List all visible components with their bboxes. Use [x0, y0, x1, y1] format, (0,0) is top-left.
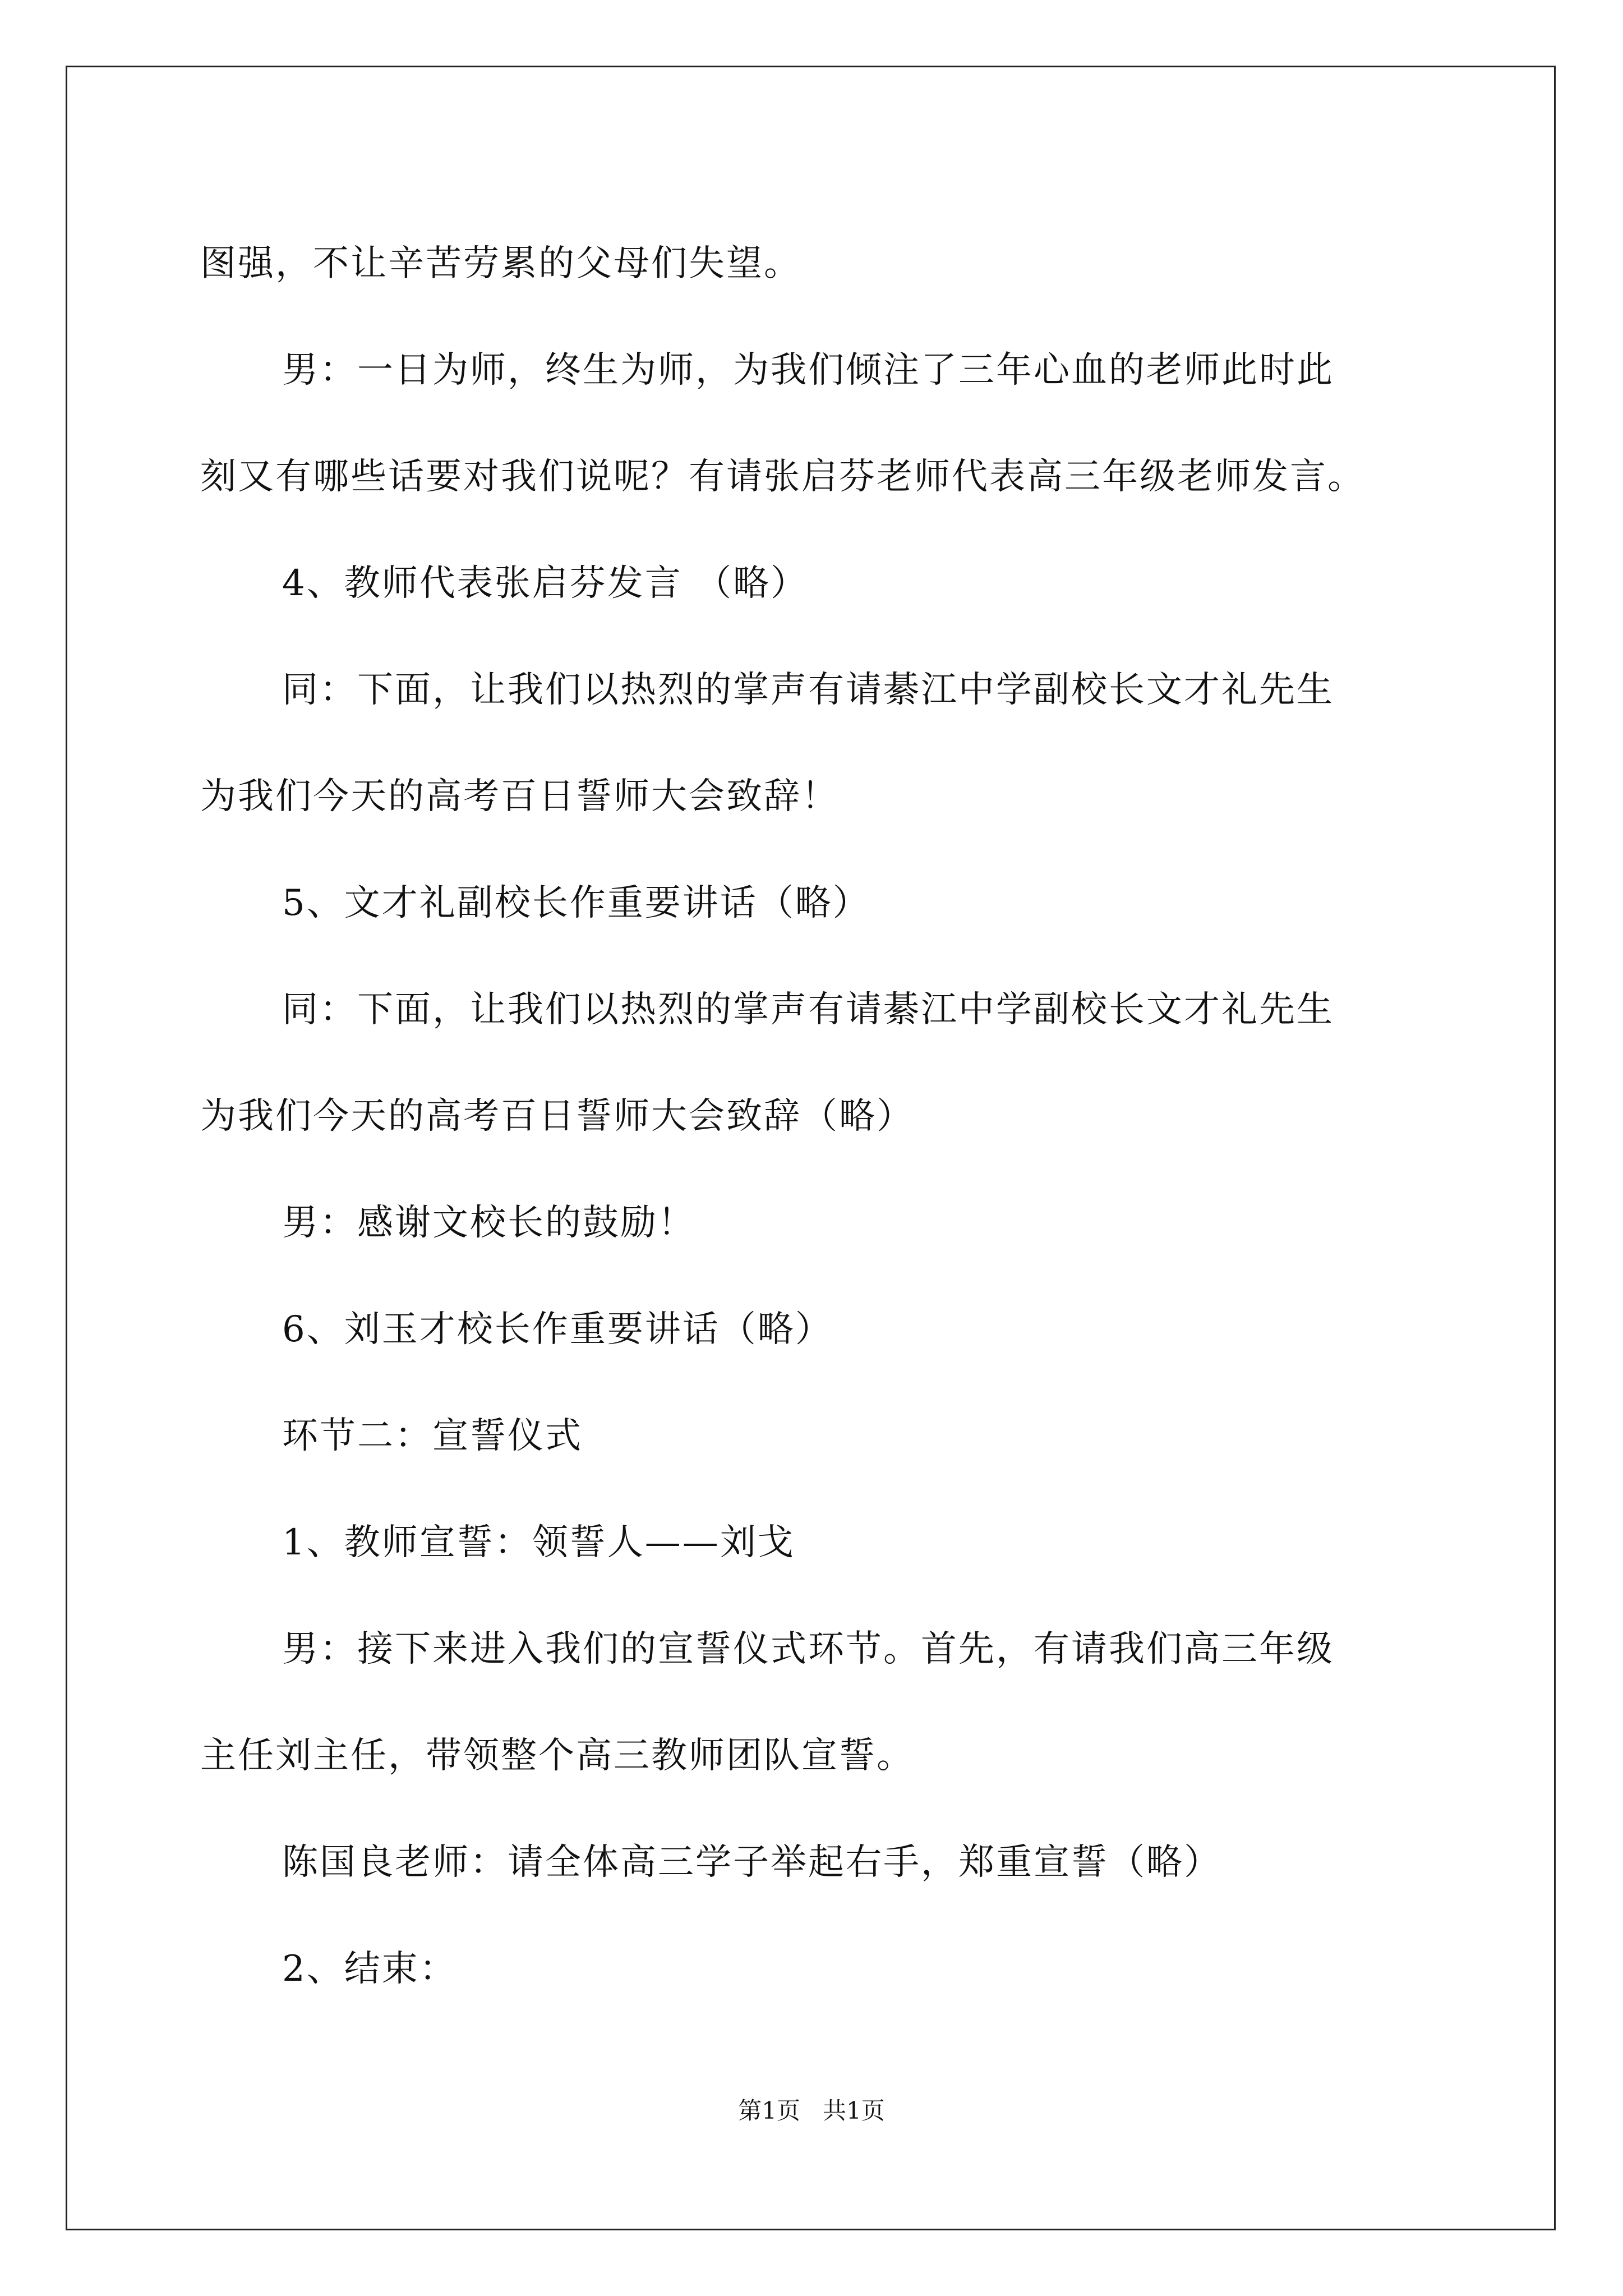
paragraph: 男：感谢文校长的鼓励！: [282, 1202, 695, 1244]
paragraph: 同：下面，让我们以热烈的掌声有请綦江中学副校长文才礼先生: [282, 989, 1334, 1030]
page-number-footer: 第1页 共1页: [738, 2097, 885, 2124]
paragraph: 为我们今天的高考百日誓师大会致辞！: [200, 776, 839, 817]
paragraph: 2、结束：: [282, 1948, 457, 1990]
paragraph: 图强，不让辛苦劳累的父母们失望。: [200, 243, 801, 284]
paragraph: 男：一日为师，终生为师，为我们倾注了三年心血的老师此时此: [282, 349, 1334, 391]
paragraph: 主任刘主任，带领整个高三教师团队宣誓。: [200, 1735, 914, 1777]
paragraph: 6、刘玉才校长作重要讲话（略）: [282, 1309, 833, 1350]
paragraph: 刻又有哪些话要对我们说呢？有请张启芬老师代表高三年级老师发言。: [200, 456, 1365, 498]
document-body: [200, 210, 1437, 2022]
paragraph: 5、文才礼副校长作重要讲话（略）: [282, 882, 870, 924]
paragraph: 1、教师宣誓：领誓人——刘戈: [282, 1522, 795, 1563]
section-heading: 环节二：宣誓仪式: [282, 1415, 583, 1457]
paragraph: 男：接下来进入我们的宣誓仪式环节。首先，有请我们高三年级: [282, 1628, 1334, 1670]
paragraph: 4、教师代表张启芬发言 （略）: [282, 563, 809, 604]
paragraph: 陈国良老师：请全体高三学子举起右手，郑重宣誓（略）: [282, 1842, 1221, 1883]
paragraph: 同：下面，让我们以热烈的掌声有请綦江中学副校长文才礼先生: [282, 669, 1334, 711]
paragraph: 为我们今天的高考百日誓师大会致辞（略）: [200, 1096, 914, 1137]
